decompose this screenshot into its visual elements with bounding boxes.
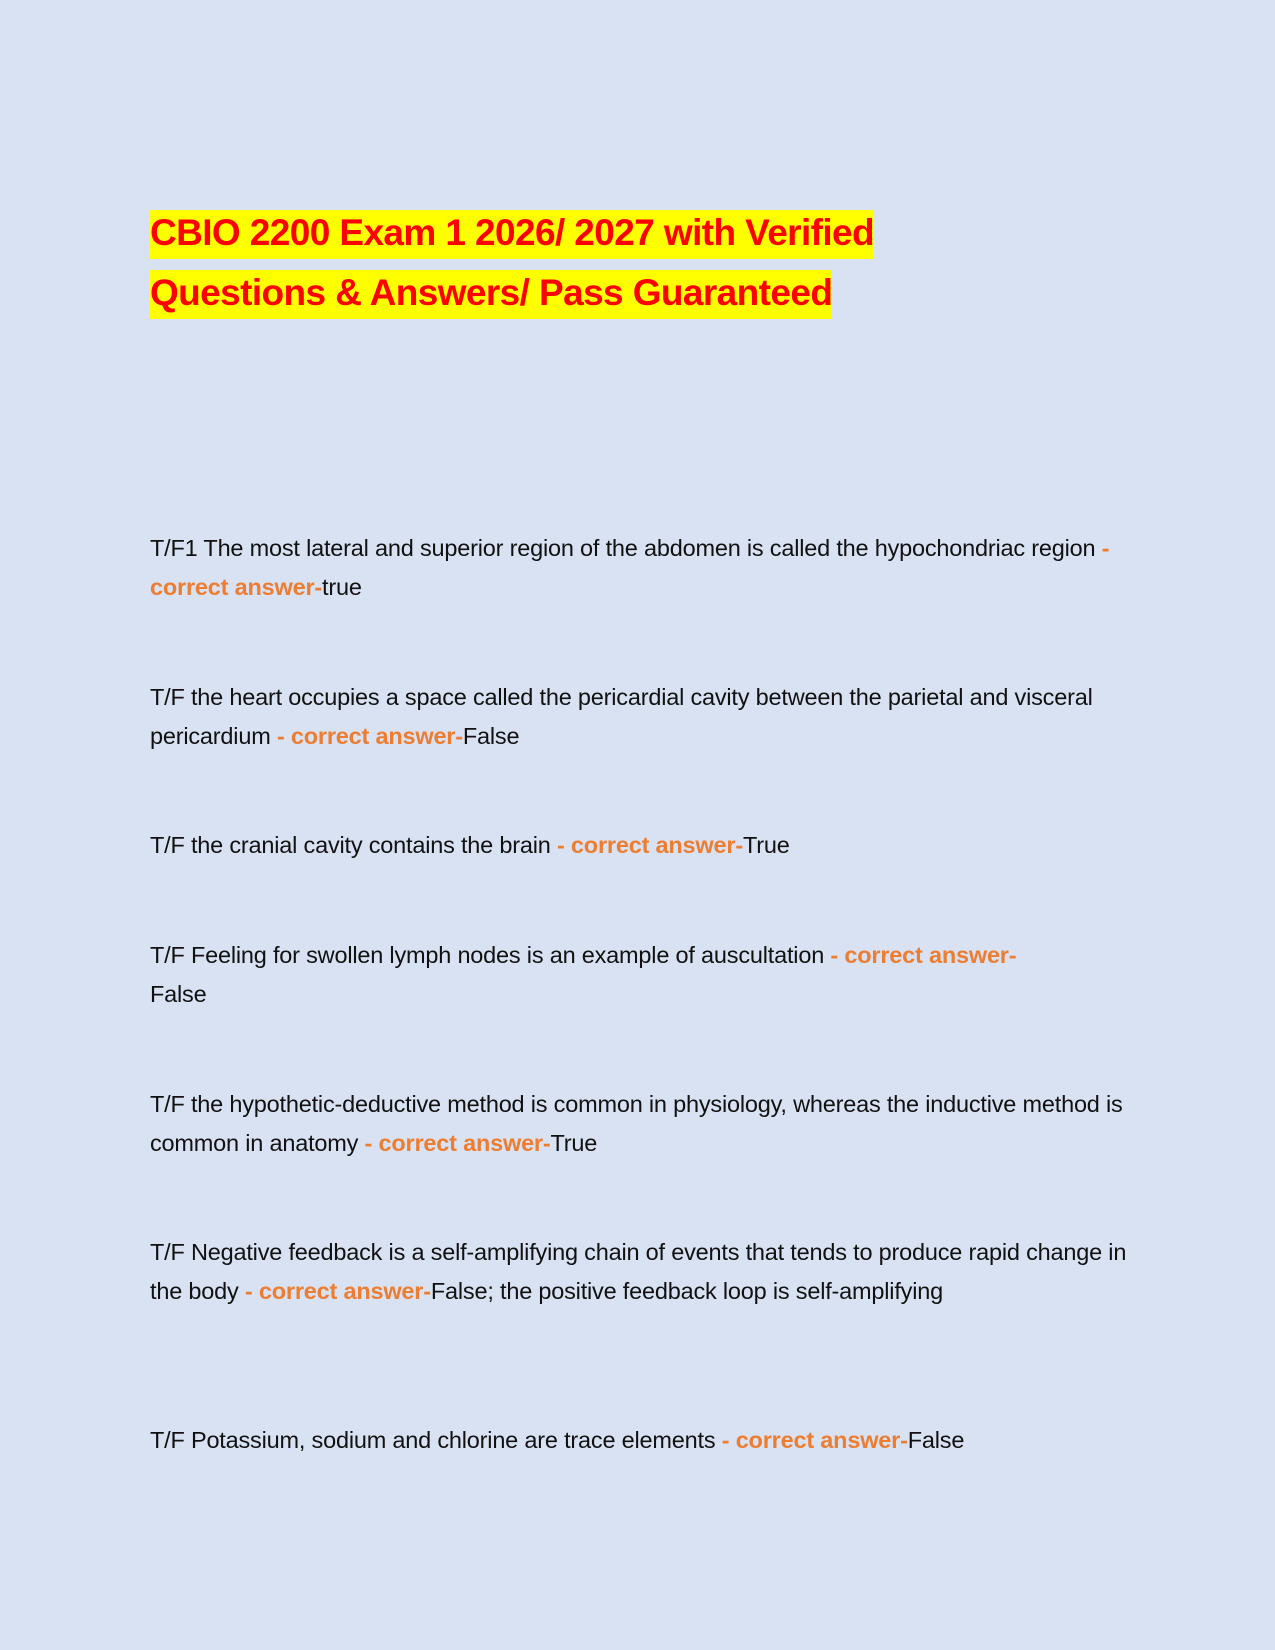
qa-item-1 xyxy=(150,529,1130,606)
title-line-2: Questions & Answers/ Pass Guaranteed xyxy=(150,270,832,319)
answer-label: - correct answer- xyxy=(830,942,1017,968)
answer-text: True xyxy=(742,832,790,858)
answer-label: - correct answer- xyxy=(556,832,743,858)
answer-text: False xyxy=(907,1427,965,1453)
qa-item-5 xyxy=(150,1085,1130,1162)
document-title xyxy=(150,203,874,323)
question-text: T/F the cranial cavity contains the brain xyxy=(150,832,557,858)
qa-item-7 xyxy=(150,1421,1130,1460)
answer-text: False; the positive feedback loop is self-amplifying xyxy=(430,1277,943,1304)
question-text: T/F Feeling for swollen lymph nodes is an example of auscultation xyxy=(150,942,831,968)
answer-label: - correct answer- xyxy=(276,722,463,749)
answer-label: - correct answer- xyxy=(150,535,1110,600)
answer-text: False xyxy=(150,980,207,1007)
answer-label: - correct answer- xyxy=(244,1277,431,1304)
question-text: T/F1 The most lateral and superior region of the abdomen is called the hypochondriac region xyxy=(150,535,1102,561)
question-text: T/F Negative feedback is a self-amplifying chain of events that tends to produce rapid change in the body xyxy=(150,1239,1127,1304)
answer-label: - correct answer- xyxy=(721,1427,908,1453)
answer-text: true xyxy=(322,573,362,600)
qa-item-3 xyxy=(150,826,1130,865)
answer-label: - correct answer- xyxy=(364,1129,551,1156)
answer-text: False xyxy=(462,722,520,749)
title-line-1: CBIO 2200 Exam 1 2026/ 2027 with Verified xyxy=(150,210,874,259)
question-text: T/F the hypothetic-deductive method is common in physiology, whereas the inductive method is common in anatomy xyxy=(150,1091,1123,1156)
answer-text: True xyxy=(550,1129,598,1156)
qa-item-4 xyxy=(150,936,1050,1013)
question-text: T/F the heart occupies a space called the pericardial cavity between the parietal and visceral pericardium xyxy=(150,684,1093,749)
question-text: T/F Potassium, sodium and chlorine are trace elements xyxy=(150,1427,722,1453)
qa-item-6 xyxy=(150,1233,1130,1310)
qa-item-2 xyxy=(150,678,1130,755)
